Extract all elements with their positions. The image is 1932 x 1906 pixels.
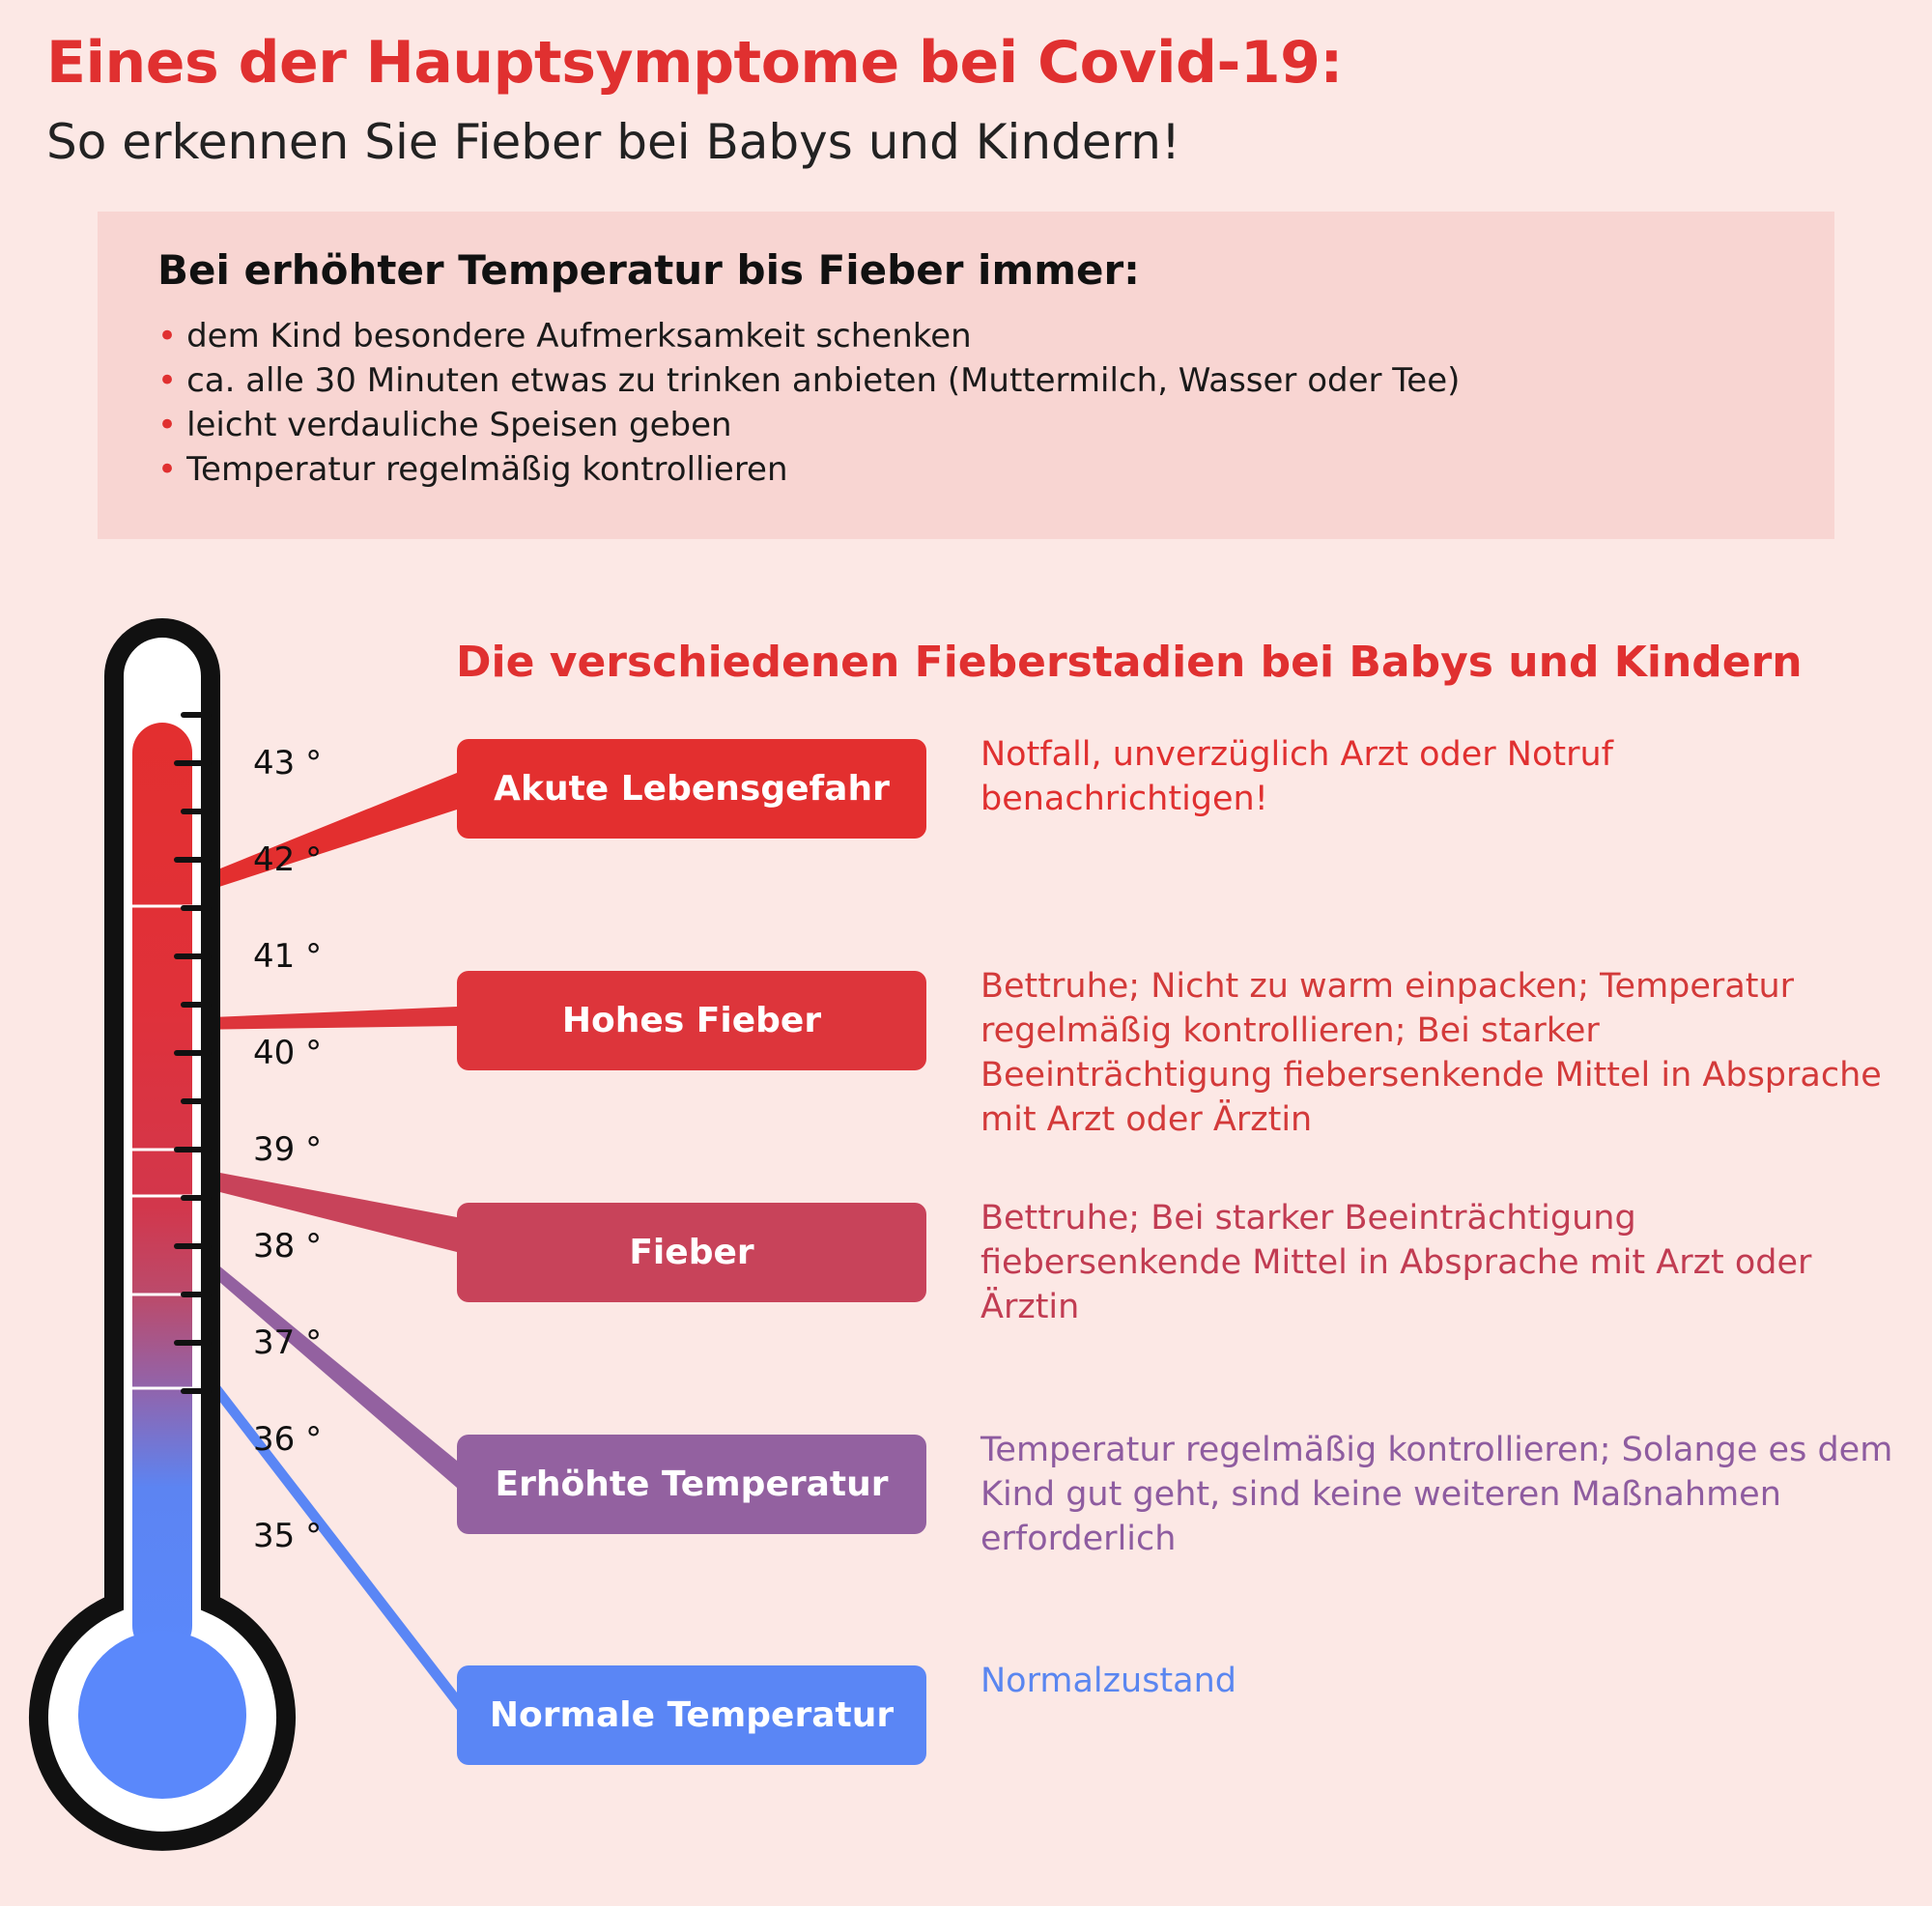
- thermometer-bulb: [78, 1631, 246, 1799]
- stage-label-hohes-fieber: Hohes Fieber: [457, 971, 926, 1070]
- connector-fieber: [189, 1167, 457, 1252]
- tick-label: 37 °: [253, 1323, 323, 1362]
- bullet-icon: •: [157, 406, 178, 444]
- tick-label: 42 °: [253, 840, 323, 879]
- stage-description-fieber: Bettruhe; Bei starker Beeinträchtigung fiebersenkende Mittel in Absprache mit Arzt oder Ärztin: [980, 1199, 1812, 1326]
- stage-label-normale-temperatur: Normale Temperatur: [457, 1665, 926, 1765]
- connector-hohes-fieber: [189, 1007, 457, 1030]
- tick-label: 40 °: [253, 1034, 323, 1072]
- stage-label-fieber: Fieber: [457, 1203, 926, 1302]
- stage-description-erhoehte-temperatur: Temperatur regelmäßig kontrollieren; Solange es dem Kind gut geht, sind keine weiteren Maßnahmen erforderlich: [980, 1431, 1893, 1558]
- list-item-text: ca. alle 30 Minuten etwas zu trinken anbieten (Muttermilch, Wasser oder Tee): [186, 361, 1461, 400]
- section-title: Die verschiedenen Fieberstadien bei Babys und Kindern: [456, 638, 1803, 687]
- page-title: Eines der Hauptsymptome bei Covid-19:: [46, 29, 1343, 97]
- stage-description-hohes-fieber: Bettruhe; Nicht zu warm einpacken; Temperatur regelmäßig kontrollieren; Bei starker Beeinträchtigung fiebersenkende Mittel in Absprache mit Arzt oder Ärztin: [980, 967, 1882, 1139]
- tick-label: 35 °: [253, 1517, 323, 1555]
- stage-description-akute-lebensgefahr: Notfall, unverzüglich Arzt oder Notruf benachrichtigen!: [980, 735, 1614, 818]
- list-item-text: dem Kind besondere Aufmerksamkeit schenken: [186, 317, 972, 356]
- stage-label-akute-lebensgefahr: Akute Lebensgefahr: [457, 739, 926, 839]
- bullet-icon: •: [157, 361, 178, 400]
- tick-label: 36 °: [253, 1420, 323, 1459]
- stage-description-normale-temperatur: Normalzustand: [980, 1662, 1236, 1700]
- stage-label-erhoehte-temperatur: Erhöhte Temperatur: [457, 1435, 926, 1534]
- list-item-text: leicht verdauliche Speisen geben: [186, 406, 732, 444]
- page-subtitle: So erkennen Sie Fieber bei Babys und Kindern!: [46, 114, 1180, 170]
- bullet-icon: •: [157, 317, 178, 356]
- connector-akute-lebensgefahr: [189, 773, 457, 896]
- tick-label: 38 °: [253, 1227, 323, 1266]
- info-heading: Bei erhöhter Temperatur bis Fieber immer:: [157, 246, 1140, 294]
- tick-label: 41 °: [253, 937, 323, 976]
- list-item-text: Temperatur regelmäßig kontrollieren: [186, 450, 788, 489]
- bullet-icon: •: [157, 450, 178, 489]
- tick-label: 39 °: [253, 1130, 323, 1169]
- connector-erhoehte-temperatur: [189, 1241, 457, 1488]
- tick-label: 43 °: [253, 744, 323, 782]
